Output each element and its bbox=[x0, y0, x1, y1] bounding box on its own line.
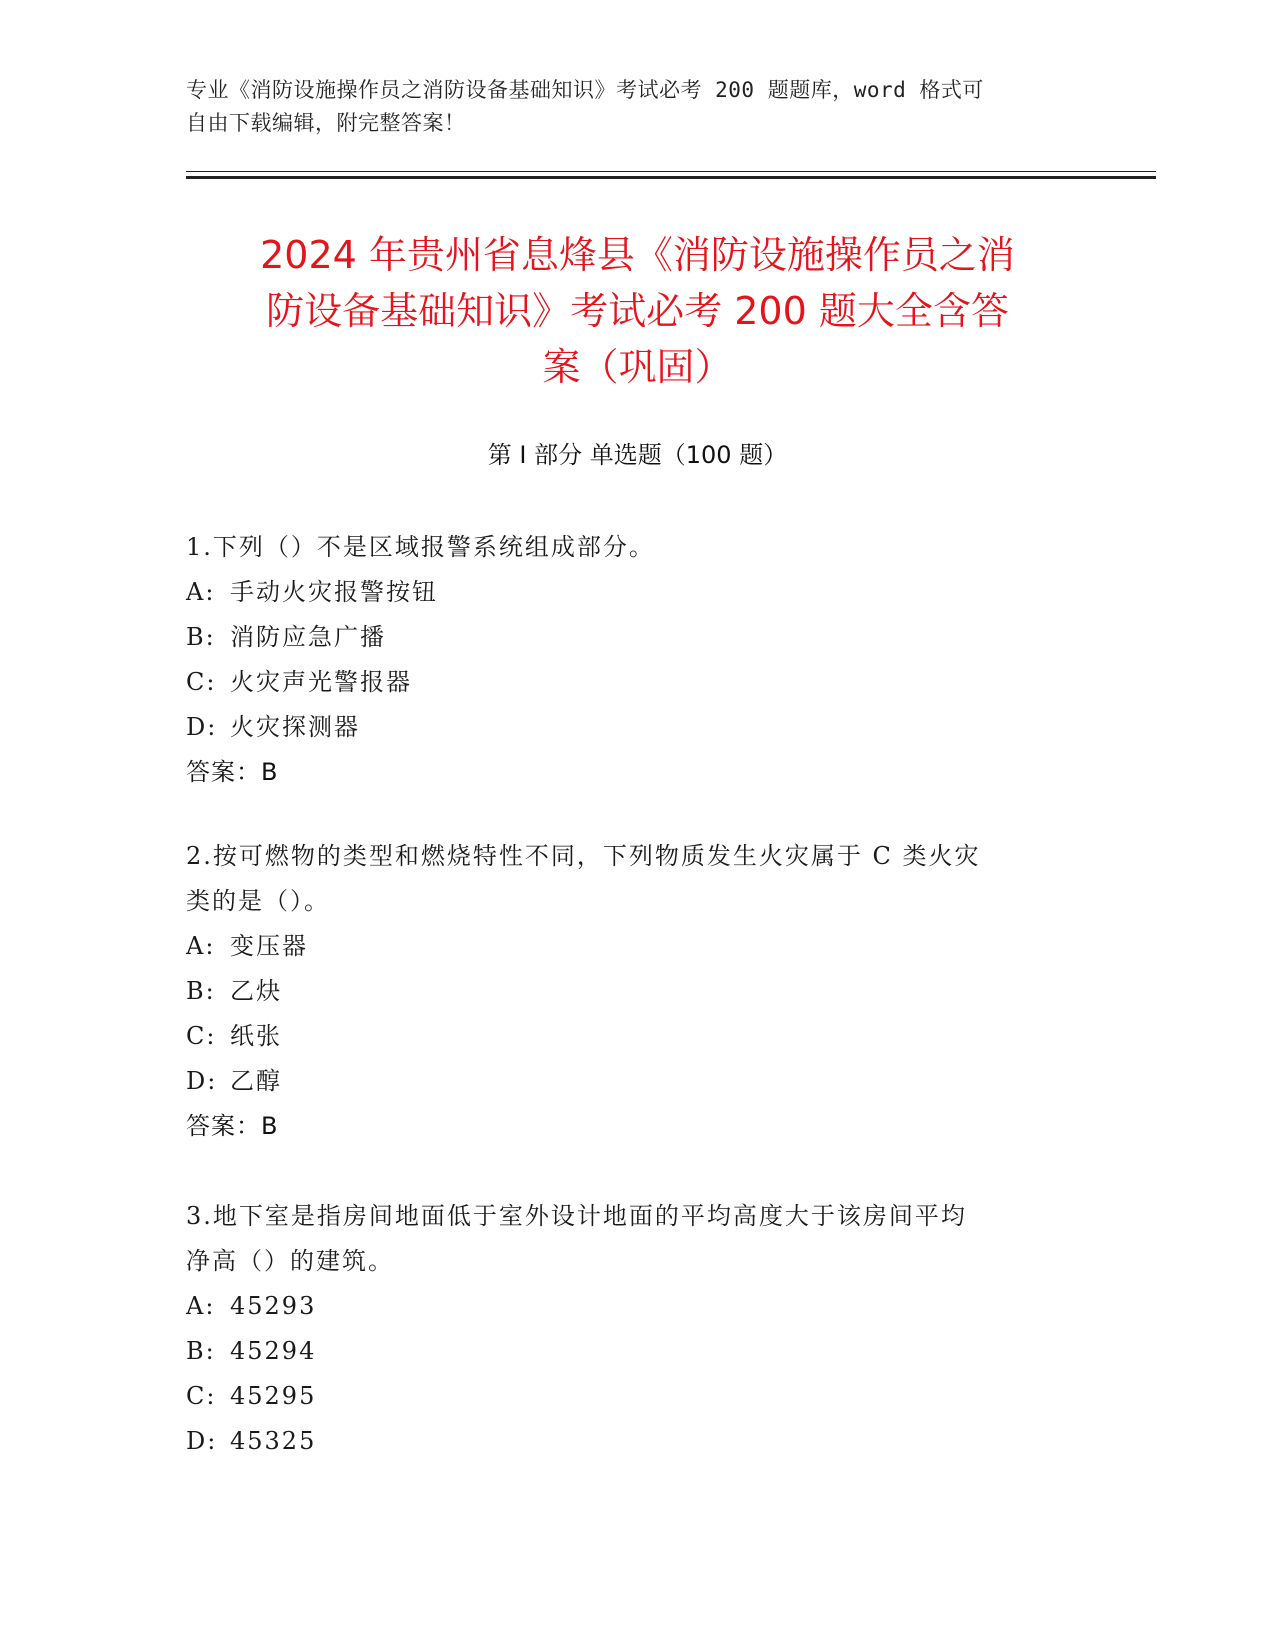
option-text: 火灾声光警报器 bbox=[230, 668, 412, 696]
option-label: B: bbox=[186, 1337, 216, 1365]
option-label: C: bbox=[186, 1382, 217, 1410]
option-label: C: bbox=[186, 1022, 217, 1050]
option-d bbox=[186, 1059, 1066, 1104]
option-b bbox=[186, 969, 1066, 1014]
option-a bbox=[186, 570, 1066, 615]
option-text: 纸张 bbox=[230, 1022, 282, 1050]
option-label: A: bbox=[186, 578, 216, 606]
option-label: B: bbox=[186, 977, 216, 1005]
document-title-line-2: 防设备基础知识》考试必考 200 题大全含答 bbox=[266, 289, 1009, 333]
option-text: 45325 bbox=[230, 1427, 317, 1455]
document-title-line-1: 2024 年贵州省息烽县《消防设施操作员之消 bbox=[260, 233, 1015, 277]
header-note bbox=[186, 74, 1086, 140]
document-title bbox=[150, 227, 1125, 395]
option-text: 消防应急广播 bbox=[230, 623, 386, 651]
document-title-line-3: 案（巩固） bbox=[542, 345, 733, 389]
option-label: D: bbox=[186, 1427, 218, 1455]
question-stem: 1.下列（）不是区域报警系统组成部分。 bbox=[186, 533, 655, 561]
option-c bbox=[186, 1374, 1066, 1419]
question-2 bbox=[186, 834, 1066, 1149]
option-label: D: bbox=[186, 1067, 218, 1095]
question-stem-line-1: 2.按可燃物的类型和燃烧特性不同，下列物质发生火灾属于 C 类火灾 bbox=[186, 842, 981, 870]
option-a bbox=[186, 1284, 1066, 1329]
option-d bbox=[186, 1419, 1066, 1464]
option-text: 手动火灾报警按钮 bbox=[230, 578, 438, 606]
option-label: C: bbox=[186, 668, 217, 696]
answer-line: 答案：B bbox=[186, 758, 279, 786]
option-b bbox=[186, 1329, 1066, 1374]
header-divider-thick bbox=[186, 176, 1156, 179]
question-3 bbox=[186, 1194, 1066, 1464]
option-d bbox=[186, 705, 1066, 750]
option-label: D: bbox=[186, 713, 218, 741]
option-text: 火灾探测器 bbox=[230, 713, 360, 741]
option-a bbox=[186, 924, 1066, 969]
question-stem-line-2: 净高（）的建筑。 bbox=[186, 1247, 394, 1275]
option-c bbox=[186, 1014, 1066, 1059]
option-text: 45294 bbox=[230, 1337, 317, 1365]
question-stem-line-2: 类的是（）。 bbox=[186, 887, 330, 915]
option-text: 乙醇 bbox=[230, 1067, 282, 1095]
option-c bbox=[186, 660, 1066, 705]
header-note-line-1: 专业《消防设施操作员之消防设备基础知识》考试必考 200 题题库，word 格式可 bbox=[186, 78, 984, 102]
option-label: A: bbox=[186, 1292, 216, 1320]
section-title: 第 I 部分 单选题（100 题） bbox=[487, 441, 788, 469]
option-label: B: bbox=[186, 623, 216, 651]
header-divider-thin bbox=[186, 171, 1156, 172]
question-1 bbox=[186, 525, 1066, 795]
option-label: A: bbox=[186, 932, 216, 960]
option-text: 变压器 bbox=[230, 932, 308, 960]
answer-line: 答案：B bbox=[186, 1112, 279, 1140]
option-text: 乙炔 bbox=[230, 977, 282, 1005]
header-note-line-2: 自由下载编辑，附完整答案！ bbox=[186, 111, 466, 135]
option-text: 45295 bbox=[230, 1382, 317, 1410]
option-b bbox=[186, 615, 1066, 660]
option-text: 45293 bbox=[230, 1292, 317, 1320]
question-stem-line-1: 3.地下室是指房间地面低于室外设计地面的平均高度大于该房间平均 bbox=[186, 1202, 967, 1230]
